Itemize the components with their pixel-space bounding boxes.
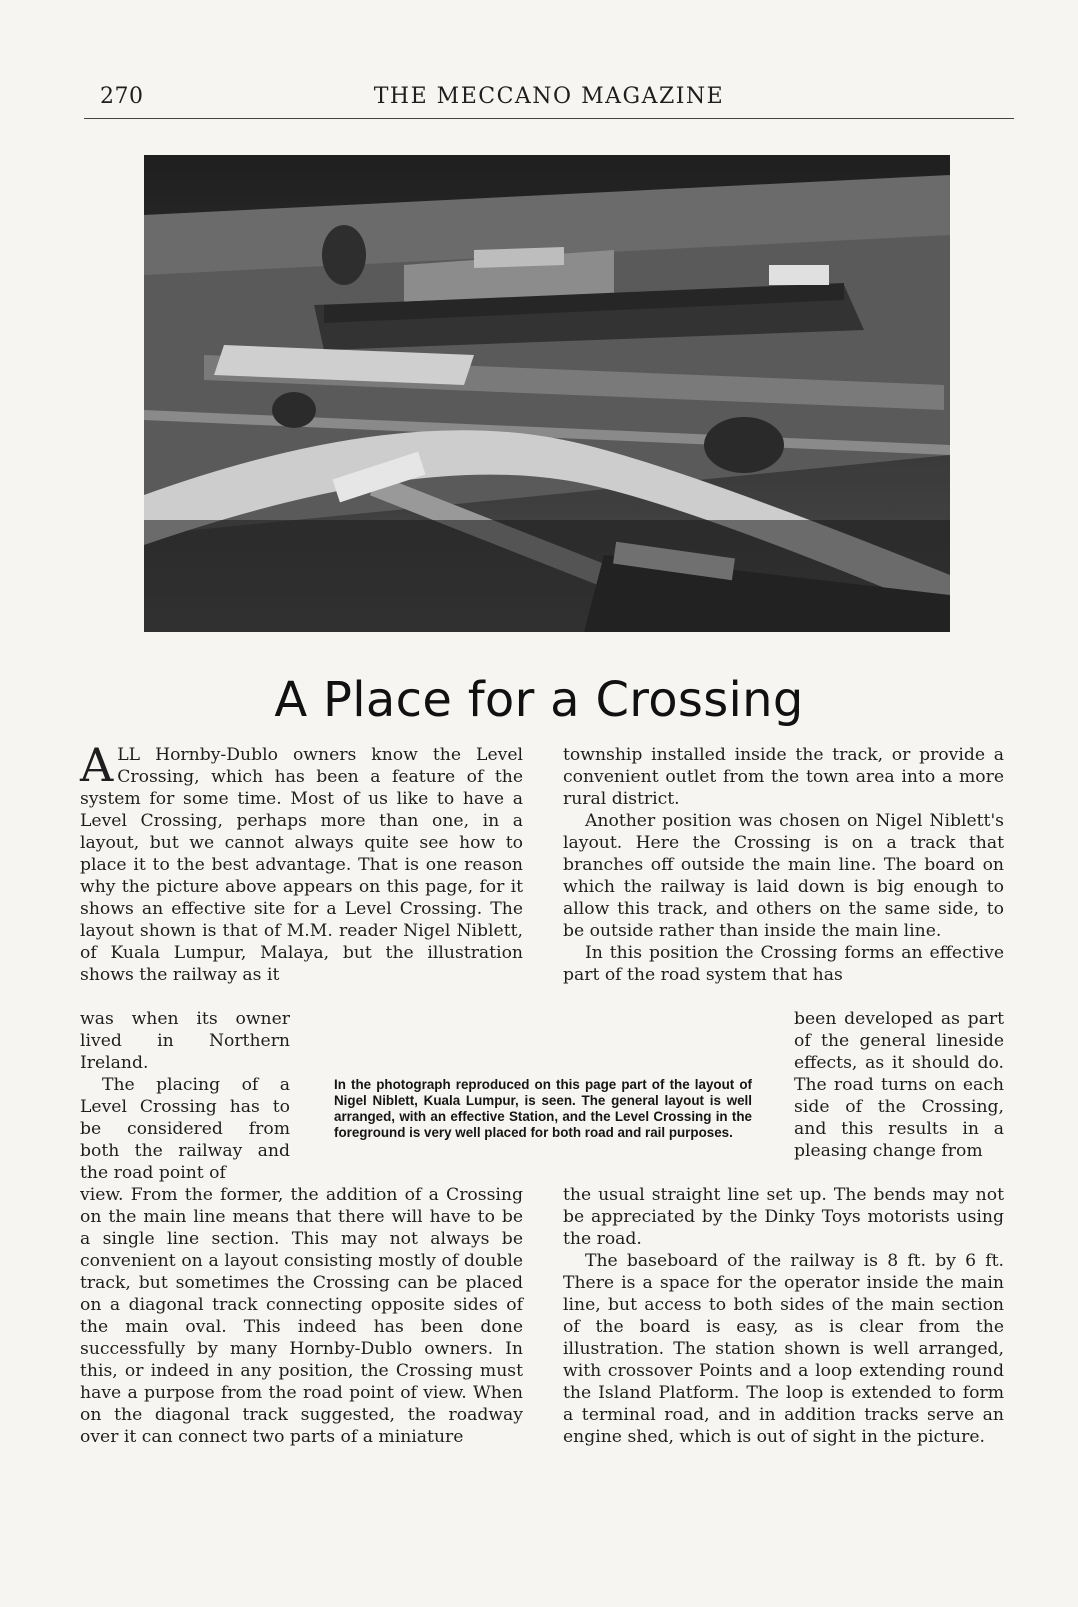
right-column-bottom: [563, 1184, 1004, 1448]
paragraph: the usual straight line set up. The bends may not be appreciated by the Dinky Toys motorists using the road.: [563, 1185, 1004, 1249]
right-column-top: [563, 744, 1004, 986]
paragraph: was when its owner lived in Northern Ireland.: [80, 1009, 290, 1073]
paragraph: township installed inside the track, or provide a convenient outlet from the town area into a more rural district.: [563, 745, 1004, 809]
paragraph: In this position the Crossing forms an effective part of the road system that has: [563, 943, 1004, 985]
paragraph: view. From the former, the addition of a Crossing on the main line means that there will have to be a single line section. This may not always be convenient on a layout consisting mostly of double track, but sometimes the Crossing can be placed on a diagonal track connecting opposite sides of the main oval. This indeed has been done successfully by many Hornby-Dublo owners. In this, or indeed in any position, the Crossing must have a purpose from the road point of view. When on the diagonal track suggested, the roadway over it can connect two parts of a miniature: [80, 1185, 523, 1447]
page-number: 270: [100, 84, 144, 109]
left-column-bottom: [80, 1184, 523, 1448]
page-header: [84, 84, 1014, 119]
paragraph: The placing of a Level Crossing has to be considered from both the railway and the road point of: [80, 1075, 290, 1183]
right-column-narrow: [794, 1008, 1004, 1162]
magazine-title: THE MECCANO MAGAZINE: [373, 84, 725, 109]
photo-caption: In the photograph reproduced on this page part of the layout of Nigel Niblett, Kuala Lumpur, is seen. The general layout is well arranged, with an effective Station, and the Level Crossing in the foreground is very well placed for both road and rail purposes.: [334, 1077, 752, 1140]
dropcap: A: [80, 738, 114, 792]
paragraph: ALL Hornby-Dublo owners know the Level Crossing, which has been a feature of the system for some time. Most of us like to have a Level Crossing, perhaps more than one, in a layout, but we cannot always quite see how to place it to the best advantage. That is one reason why the picture above appears on this page, for it shows an effective site for a Level Crossing. The layout shown is that of M.M. reader Nigel Niblett, of Kuala Lumpur, Malaya, but the illustration shows the railway as it: [80, 738, 523, 985]
left-column-top: [80, 738, 523, 986]
paragraph: Another position was chosen on Nigel Niblett's layout. Here the Crossing is on a track that branches off outside the main line. The board on which the railway is laid down is big enough to allow this track, and others on the same side, to be outside rather than inside the main line.: [563, 811, 1004, 941]
paragraph: been developed as part of the general lineside effects, as it should do. The road turns on each side of the Crossing, and this results in a pleasing change from: [794, 1009, 1004, 1161]
model-railway-photo: [144, 155, 950, 632]
left-column-narrow: [80, 1008, 290, 1184]
paragraph: The baseboard of the railway is 8 ft. by 6 ft. There is a space for the operator inside the main line, but access to both sides of the main section of the board is easy, as is clear from the illustration. The station shown is well arranged, with crossover Points and a loop extending round the Island Platform. The loop is extended to form a terminal road, and in addition tracks serve an engine shed, which is out of sight in the picture.: [563, 1251, 1004, 1447]
article-title: A Place for a Crossing: [274, 672, 804, 728]
